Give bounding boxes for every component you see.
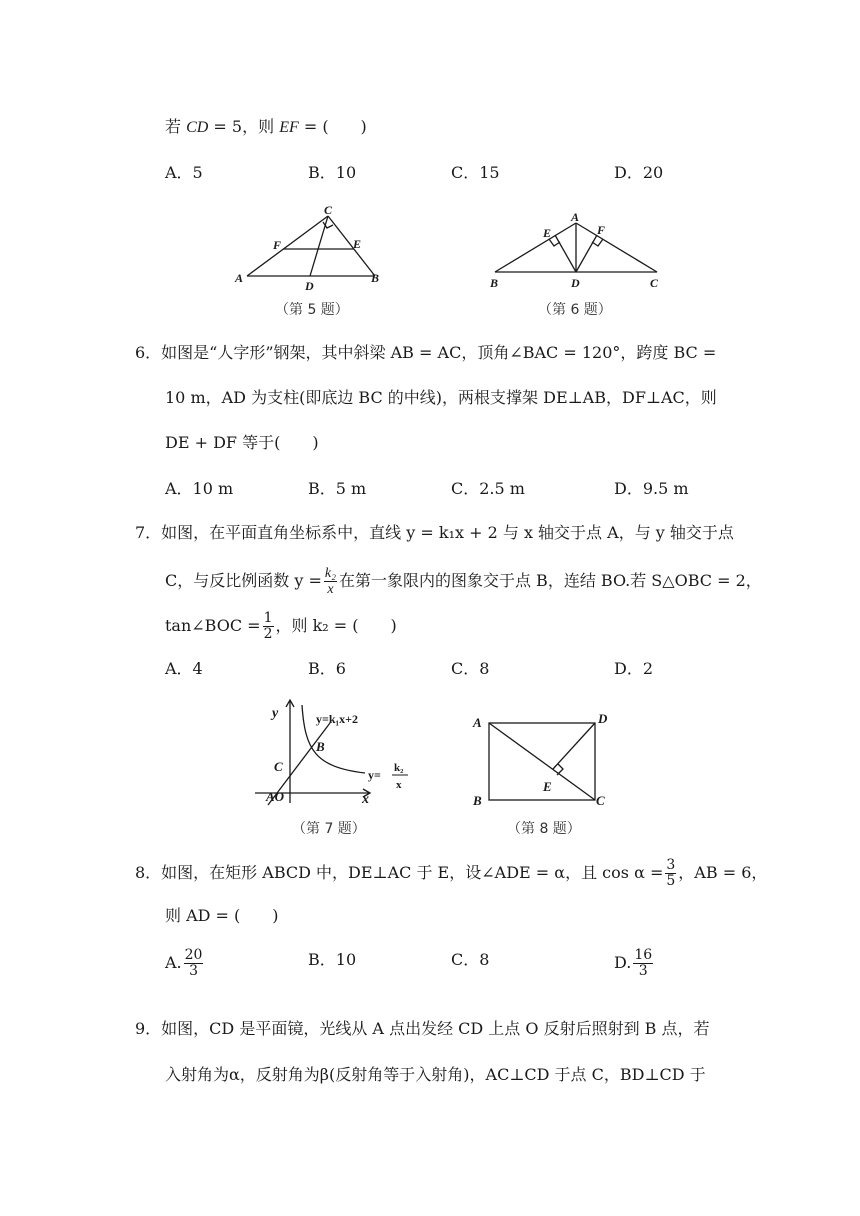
figure-8: [465, 705, 625, 845]
figure-5: [225, 200, 395, 325]
q8-line-2: 则 AD = ( ): [165, 906, 279, 925]
fig6-label-c: C: [650, 276, 659, 290]
fig7-x-axis-label: x: [362, 792, 369, 807]
fig6-label-e: E: [543, 226, 552, 240]
q7-tan-fraction: $\frac{1}{2}$: [263, 610, 273, 642]
q9-line-1: 9．如图，CD 是平面镜，光线从 A 点出发经 CD 上点 O 反射后照射到 B 点，若: [135, 1019, 710, 1038]
fig5-label-e: E: [353, 237, 362, 251]
q5-stem: 若 CD = 5，则 EF = ( ): [165, 117, 367, 136]
q7-line-3: tan∠BOC = $\frac{1}{2}$ ，则 k₂ = ( ): [165, 610, 397, 642]
fig7-label-c: C: [274, 759, 283, 774]
fig7-line-label: y=k₁x+2: [316, 712, 358, 726]
q8-option-c: C．8: [451, 950, 490, 969]
q5-option-d: D．20: [614, 163, 664, 182]
q8-option-b: B．10: [308, 950, 357, 969]
fig8-caption: （第 8 题）: [507, 821, 581, 837]
q8-option-d: D. $\frac{16}{3}$: [614, 947, 653, 979]
fig5-label-c: C: [324, 203, 333, 217]
q9-line-2: 入射角为α，反射角为β(反射角等于入射角)，AC⊥CD 于点 C，BD⊥CD 于: [165, 1065, 706, 1084]
q5-option-c: C．15: [451, 163, 500, 182]
fig6-caption: （第 6 题）: [538, 302, 612, 318]
fig7-curve-label: y=: [368, 768, 381, 782]
q6-line-2: 10 m，AD 为支柱(即底边 BC 的中线)，两根支撑架 DE⊥AB，DF⊥AC，则: [165, 388, 717, 407]
fig6-label-b: B: [490, 276, 499, 290]
fig7-label-ao: AO: [266, 789, 285, 804]
q8-line-1: 8．如图，在矩形 ABCD 中，DE⊥AC 于 E，设∠ADE = α，且 cos α = $\frac{3}{5}$ ，AB = 6，: [135, 857, 768, 889]
q7-line-2: C，与反比例函数 y = $\frac{\text{k₂}}{x}$ 在第一象限内的图象交于点 B，连结 BO.若 S△OBC = 2，: [165, 566, 762, 597]
q6-option-d: D．9.5 m: [614, 479, 689, 498]
q7-line-1: 7．如图，在平面直角坐标系中，直线 y = k₁x + 2 与 x 轴交于点 A，与 y 轴交于点: [135, 523, 734, 542]
figure-7: [250, 695, 425, 845]
q7-option-b: B．6: [308, 659, 346, 678]
fig6-label-f: F: [597, 223, 606, 237]
fig6-label-d: D: [571, 276, 580, 290]
q8-option-a: A. $\frac{20}{3}$: [165, 947, 203, 979]
fig6-label-a: A: [571, 210, 580, 224]
fig5-label-b: B: [371, 271, 380, 285]
fig5-caption: （第 5 题）: [275, 302, 349, 318]
q5-option-b: B．10: [308, 163, 357, 182]
fig8-label-b: B: [473, 793, 482, 808]
fig7-y-axis-label: y: [272, 706, 279, 721]
fig5-label-d: D: [305, 279, 314, 293]
fig7-curve-num: k₂: [394, 762, 404, 774]
fig8-label-d: D: [598, 711, 608, 726]
fig7-label-b: B: [316, 739, 325, 754]
q6-option-b: B．5 m: [308, 479, 367, 498]
q6-line-1: 6．如图是“人字形”钢架，其中斜梁 AB = AC，顶角∠BAC = 120°，跨度 BC =: [135, 343, 717, 362]
fig8-label-e: E: [543, 779, 552, 794]
q6-line-3: DE + DF 等于( ): [165, 433, 319, 452]
fig5-label-f: F: [273, 238, 282, 252]
q6-option-a: A．10 m: [165, 479, 234, 498]
fig8-label-c: C: [596, 793, 605, 808]
q5-option-a: A．5: [165, 163, 203, 182]
q8-cos-fraction: $\frac{3}{5}$: [666, 857, 676, 889]
q6-option-c: C．2.5 m: [451, 479, 525, 498]
q7-option-a: A．4: [165, 659, 203, 678]
figure-6: [485, 205, 670, 325]
fig7-curve-den: x: [396, 779, 402, 791]
fig8-label-a: A: [473, 715, 482, 730]
fig5-label-a: A: [235, 271, 244, 285]
fig7-caption: （第 7 题）: [292, 821, 366, 837]
q7-option-c: C．8: [451, 659, 490, 678]
q7-fraction: $\frac{\text{k₂}}{x}$: [324, 566, 336, 597]
q7-option-d: D．2: [614, 659, 654, 678]
